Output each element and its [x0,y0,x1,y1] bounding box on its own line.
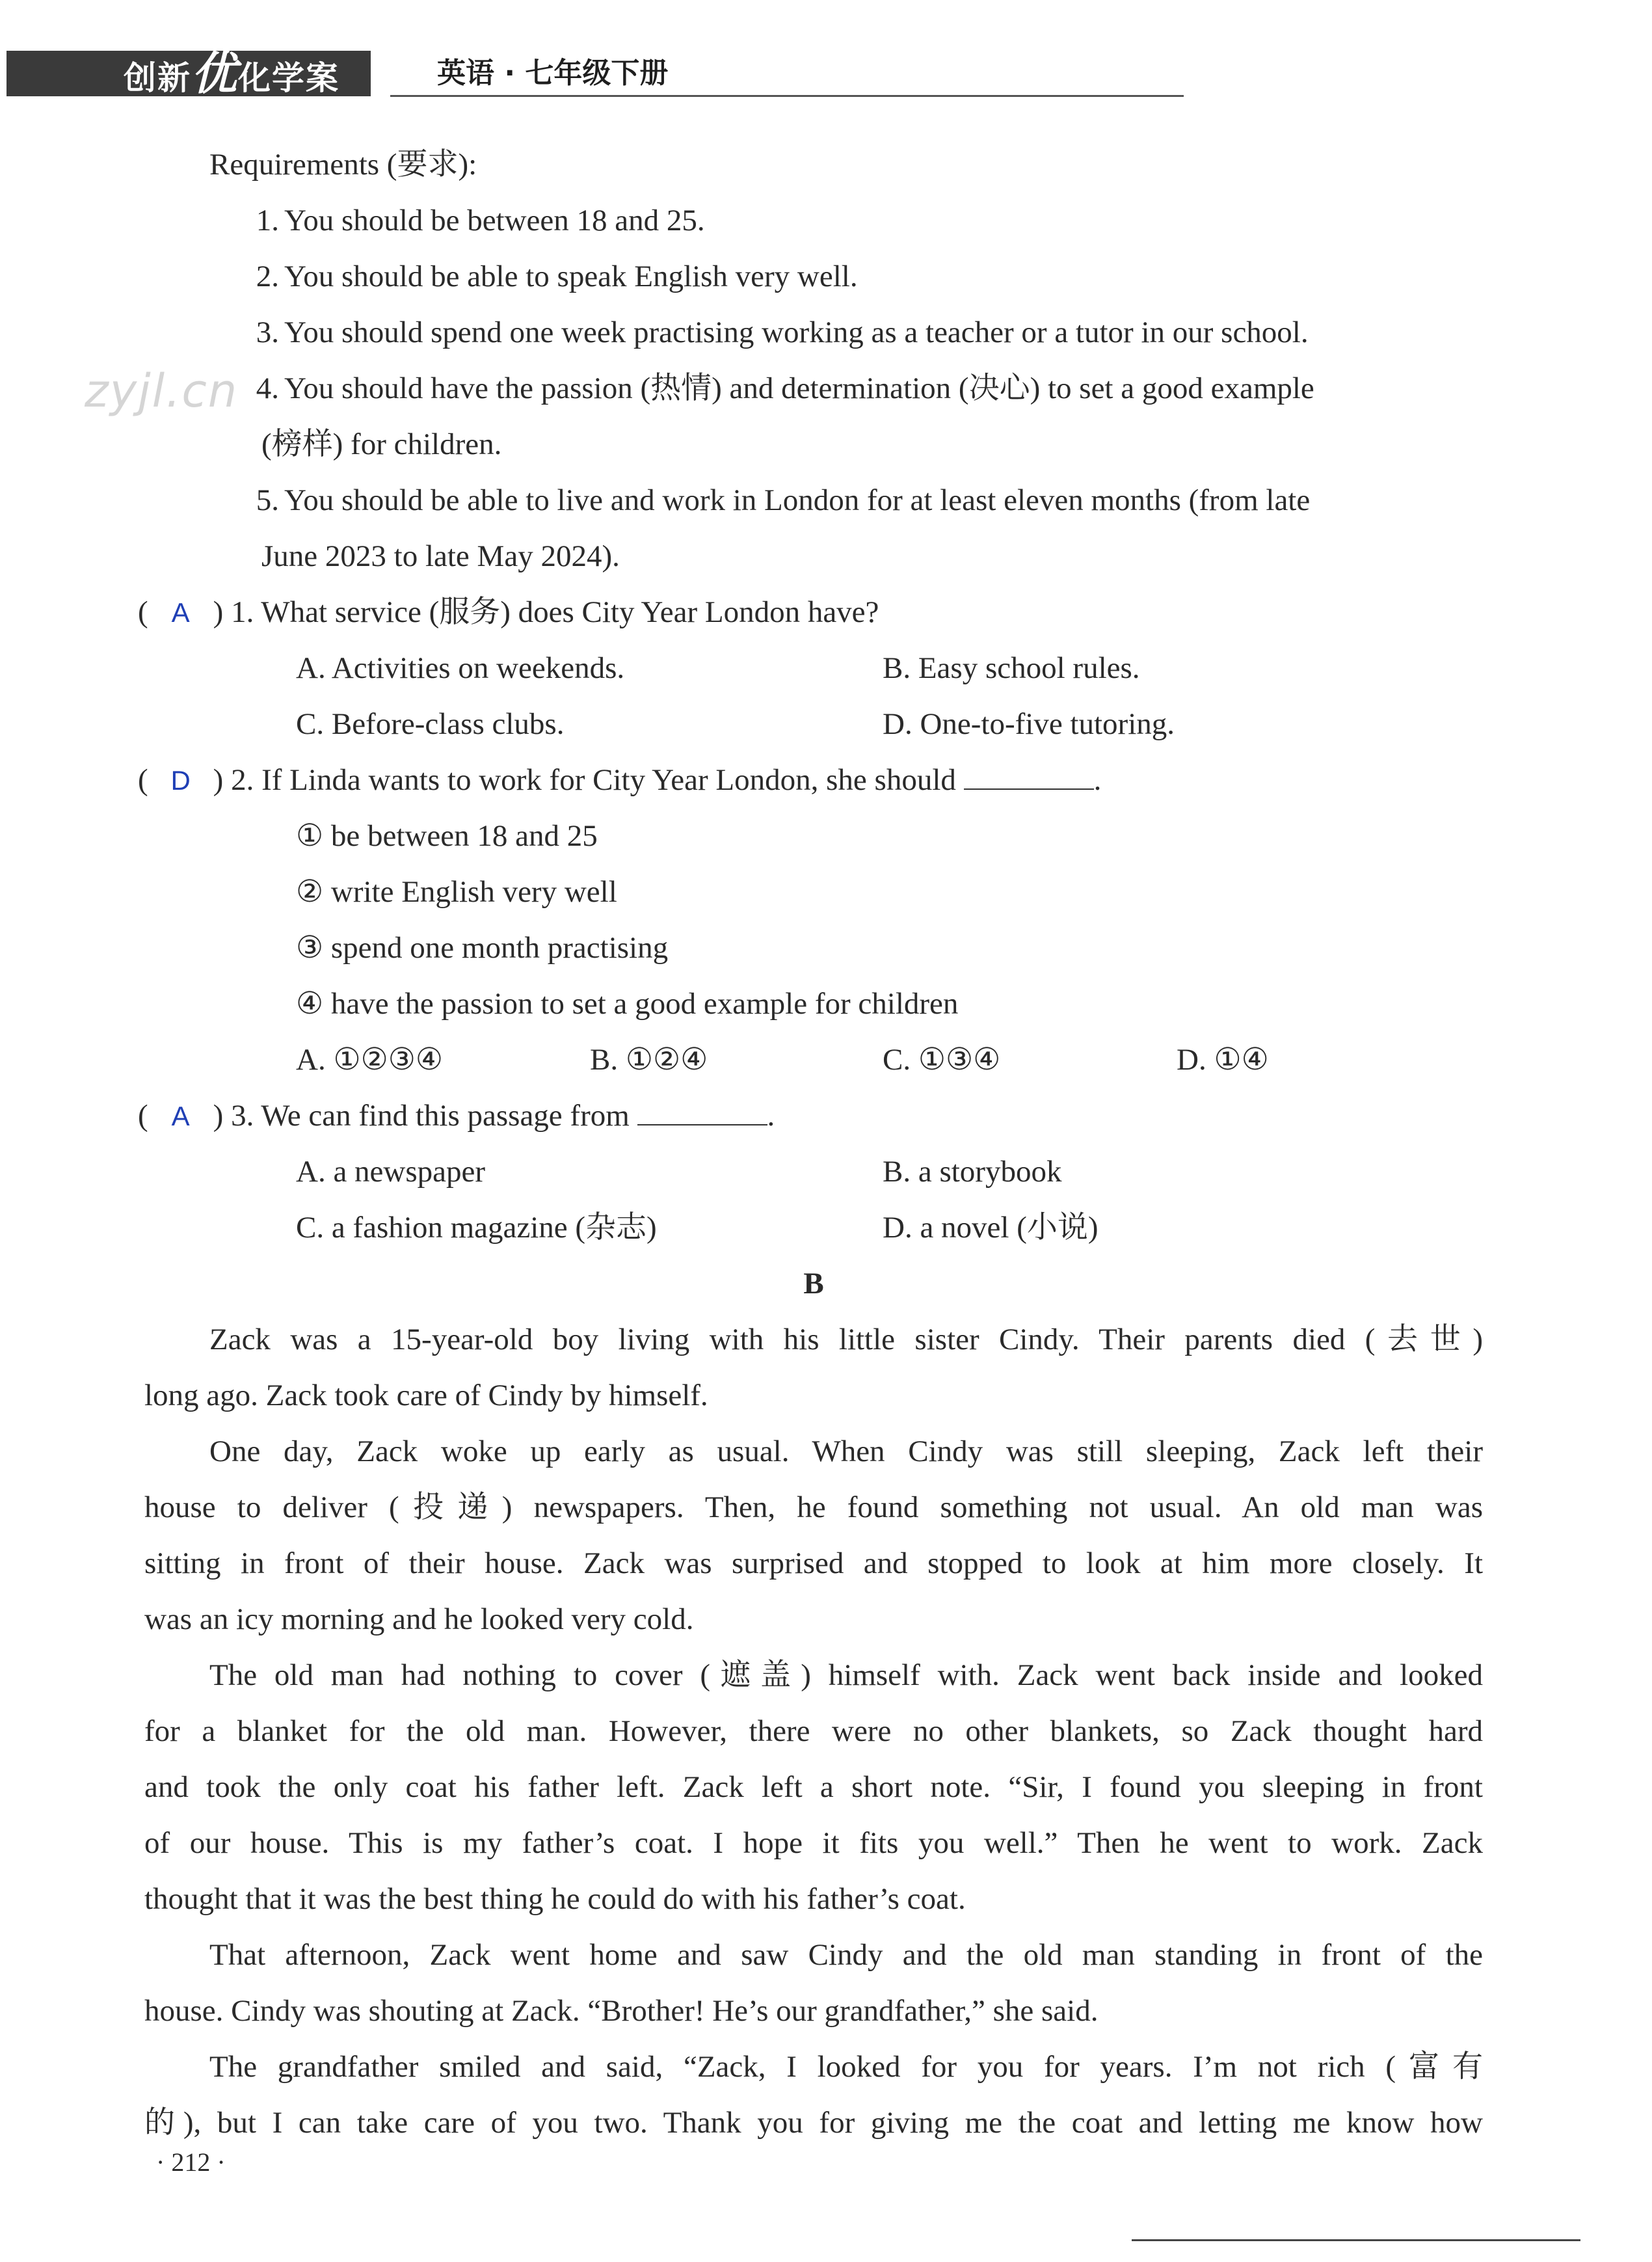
option-c: C. a fashion magazine (杂志) [296,1211,657,1245]
question-1: ( A ) 1. What service (服务) does City Year London have? [138,584,1483,640]
options-row [144,1032,1483,1088]
option-a: A. a newspaper [296,1155,486,1189]
page-number: · 212 · [156,2148,226,2177]
requirement-item: 2. You should be able to speak English very well. [256,260,858,293]
option-d: D. One-to-five tutoring. [883,707,1175,741]
passage-line: and took the only coat his father left. Zack left a short note. “Sir, I found you sleeping in front [144,1770,1483,1804]
answer-1: A [171,597,190,628]
answer-blank [637,1090,767,1125]
option-b: B. a storybook [883,1155,1062,1189]
passage-line: sitting in front of their house. Zack was surprised and stopped to look at him more closely. It [144,1546,1483,1580]
option-a: A. ①②③④ [296,1043,443,1077]
option-a: A. Activities on weekends. [296,651,625,685]
question-3: ( A ) 3. We can find this passage from . [138,1088,1483,1144]
options-row [144,640,1483,696]
requirement-continuation: June 2023 to late May 2024). [261,539,620,573]
passage-line: The old man had nothing to cover (遮盖) himself with. Zack went back inside and looked [209,1658,1483,1692]
requirement-item: 5. You should be able to live and work in London for at least eleven months (from late [256,483,1311,517]
option-d: D. ①④ [1177,1043,1269,1077]
passage-line: The grandfather smiled and said, “Zack, I looked for you for years. I’m not rich (富有 [209,2050,1483,2084]
passage-line: That afternoon, Zack went home and saw Cindy and the old man standing in front of the [209,1938,1483,1972]
passage-line: house to deliver (投递) newspapers. Then, he found something not usual. An old man was [144,1490,1483,1524]
passage-line: was an icy morning and he looked very cold. [144,1602,694,1636]
requirement-continuation: (榜样) for children. [261,427,502,461]
series-title: 创新优化学案 [124,47,340,100]
passage-line: for a blanket for the old man. However, there were no other blankets, so Zack thought hard [144,1714,1483,1748]
passage-line: One day, Zack woke up early as usual. When Cindy was still sleeping, Zack left their [209,1434,1483,1468]
passage-b [144,1312,1483,2151]
sub-item: ③ spend one month practising [296,931,669,965]
question-2: ( D ) 2. If Linda wants to work for City Year London, she should . [138,752,1483,808]
footer-rule [1132,2239,1580,2241]
section-b-label: B [803,1267,824,1300]
option-b: B. ①②④ [590,1043,708,1077]
answer-2: D [170,765,191,796]
subject-title: 英语 · 七年级下册 [437,57,669,90]
requirements-heading: Requirements (要求): [209,148,477,182]
requirement-item: 3. You should spend one week practising working as a teacher or a tutor in our school. [256,316,1309,349]
option-c: C. ①③④ [883,1043,1001,1077]
passage-line: 的), but I can take care of you two. Thank you for giving me the coat and letting me know how [144,2106,1483,2140]
answer-3: A [171,1101,190,1131]
options-row [144,696,1483,752]
passage-line: long ago. Zack took care of Cindy by himself. [144,1379,708,1412]
option-d: D. a novel (小说) [883,1211,1099,1245]
page-content [138,137,1483,2151]
watermark: zyjl.cn [85,364,239,418]
options-row [144,1144,1483,1200]
passage-line: thought that it was the best thing he could do with his father’s coat. [144,1882,966,1916]
sub-item: ① be between 18 and 25 [296,819,598,853]
sub-item: ④ have the passion to set a good example for children [296,987,959,1021]
sub-item: ② write English very well [296,875,617,909]
passage-line: Zack was a 15-year-old boy living with his little sister Cindy. Their parents died (去世) [209,1323,1483,1356]
passage-line: house. Cindy was shouting at Zack. “Brother! He’s our grandfather,” she said. [144,1994,1099,2028]
header-rule [390,95,1184,97]
option-b: B. Easy school rules. [883,651,1140,685]
option-c: C. Before-class clubs. [296,707,565,741]
requirement-item: 1. You should be between 18 and 25. [256,204,705,237]
options-row [144,1200,1483,1256]
requirement-item: 4. You should have the passion (热情) and determination (决心) to set a good example [256,371,1314,405]
answer-blank [964,755,1094,790]
passage-line: of our house. This is my father’s coat. I hope it fits you well.” Then he went to work. Zack [144,1826,1483,1860]
